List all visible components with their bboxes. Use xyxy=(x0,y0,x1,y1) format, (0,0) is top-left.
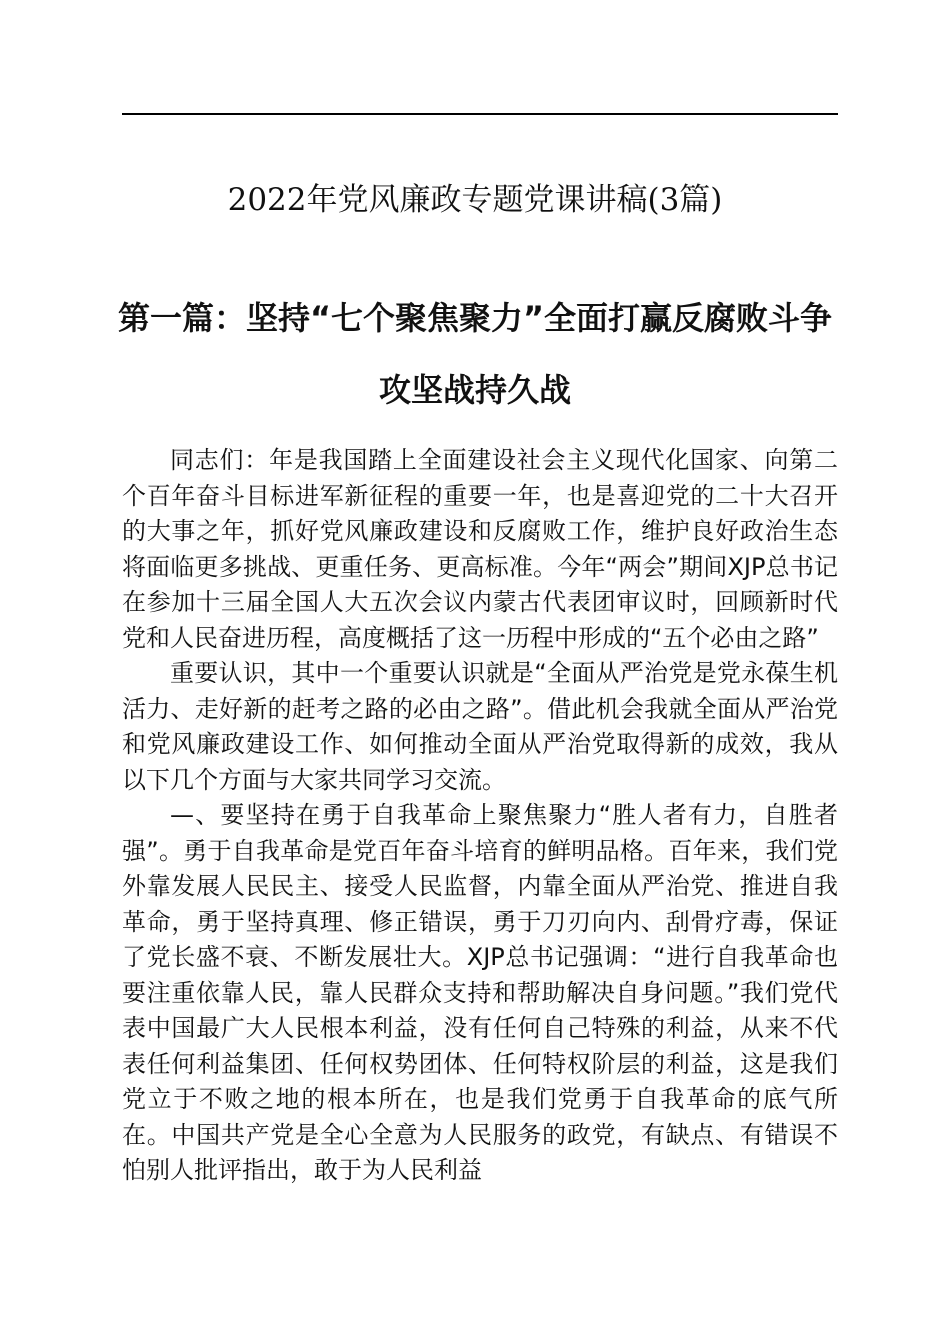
section-heading: 第一篇：坚持“七个聚焦聚力”全面打赢反腐败斗争攻坚战持久战 xyxy=(117,299,833,409)
document-body xyxy=(122,443,838,1189)
header-rule xyxy=(122,113,838,115)
paragraph: —、要坚持在勇于自我革命上聚焦聚力“胜人者有力，自胜者强”。勇于自我革命是党百年奋斗培育的鲜明品格。百年来，我们党外靠发展人民民主、接受人民监督，内靠全面从严治党、推进自我革命，勇于坚持真理、修正错误，勇于刀刃向内、刮骨疗毒，保证了党长盛不衰、不断发展壮大。XJP总书记强调：“进行自我革命也要注重依靠人民，靠人民群众支持和帮助解决自身问题。”我们党代表中国最广大人民根本利益，没有任何自己特殊的利益，从来不代表任何利益集团、任何权势团体、任何特权阶层的利益，这是我们党立于不败之地的根本所在，也是我们党勇于自我革命的底气所在。中国共产党是全心全意为人民服务的政党，有缺点、有错误不怕别人批评指出，敢于为人民利益 xyxy=(122,801,838,1184)
paragraph: 重要认识，其中一个重要认识就是“全面从严治党是党永葆生机活力、走好新的赶考之路的必由之路”。借此机会我就全面从严治党和党风廉政建设工作、如何推动全面从严治党取得新的成效，我从以下几个方面与大家共同学习交流。 xyxy=(122,659,838,794)
paragraph: 同志们：年是我国踏上全面建设社会主义现代化国家、向第二个百年奋斗目标进军新征程的重要一年，也是喜迎党的二十大召开的大事之年，抓好党风廉政建设和反腐败工作，维护良好政治生态将面临更多挑战、更重任务、更高标准。今年“两会”期间XJP总书记在参加十三届全国人大五次会议内蒙古代表团审议时，回顾新时代党和人民奋进历程，高度概括了这一历程中形成的“五个必由之路” xyxy=(122,446,838,652)
document-title: 2022年党风廉政专题党课讲稿(3篇) xyxy=(227,182,723,218)
